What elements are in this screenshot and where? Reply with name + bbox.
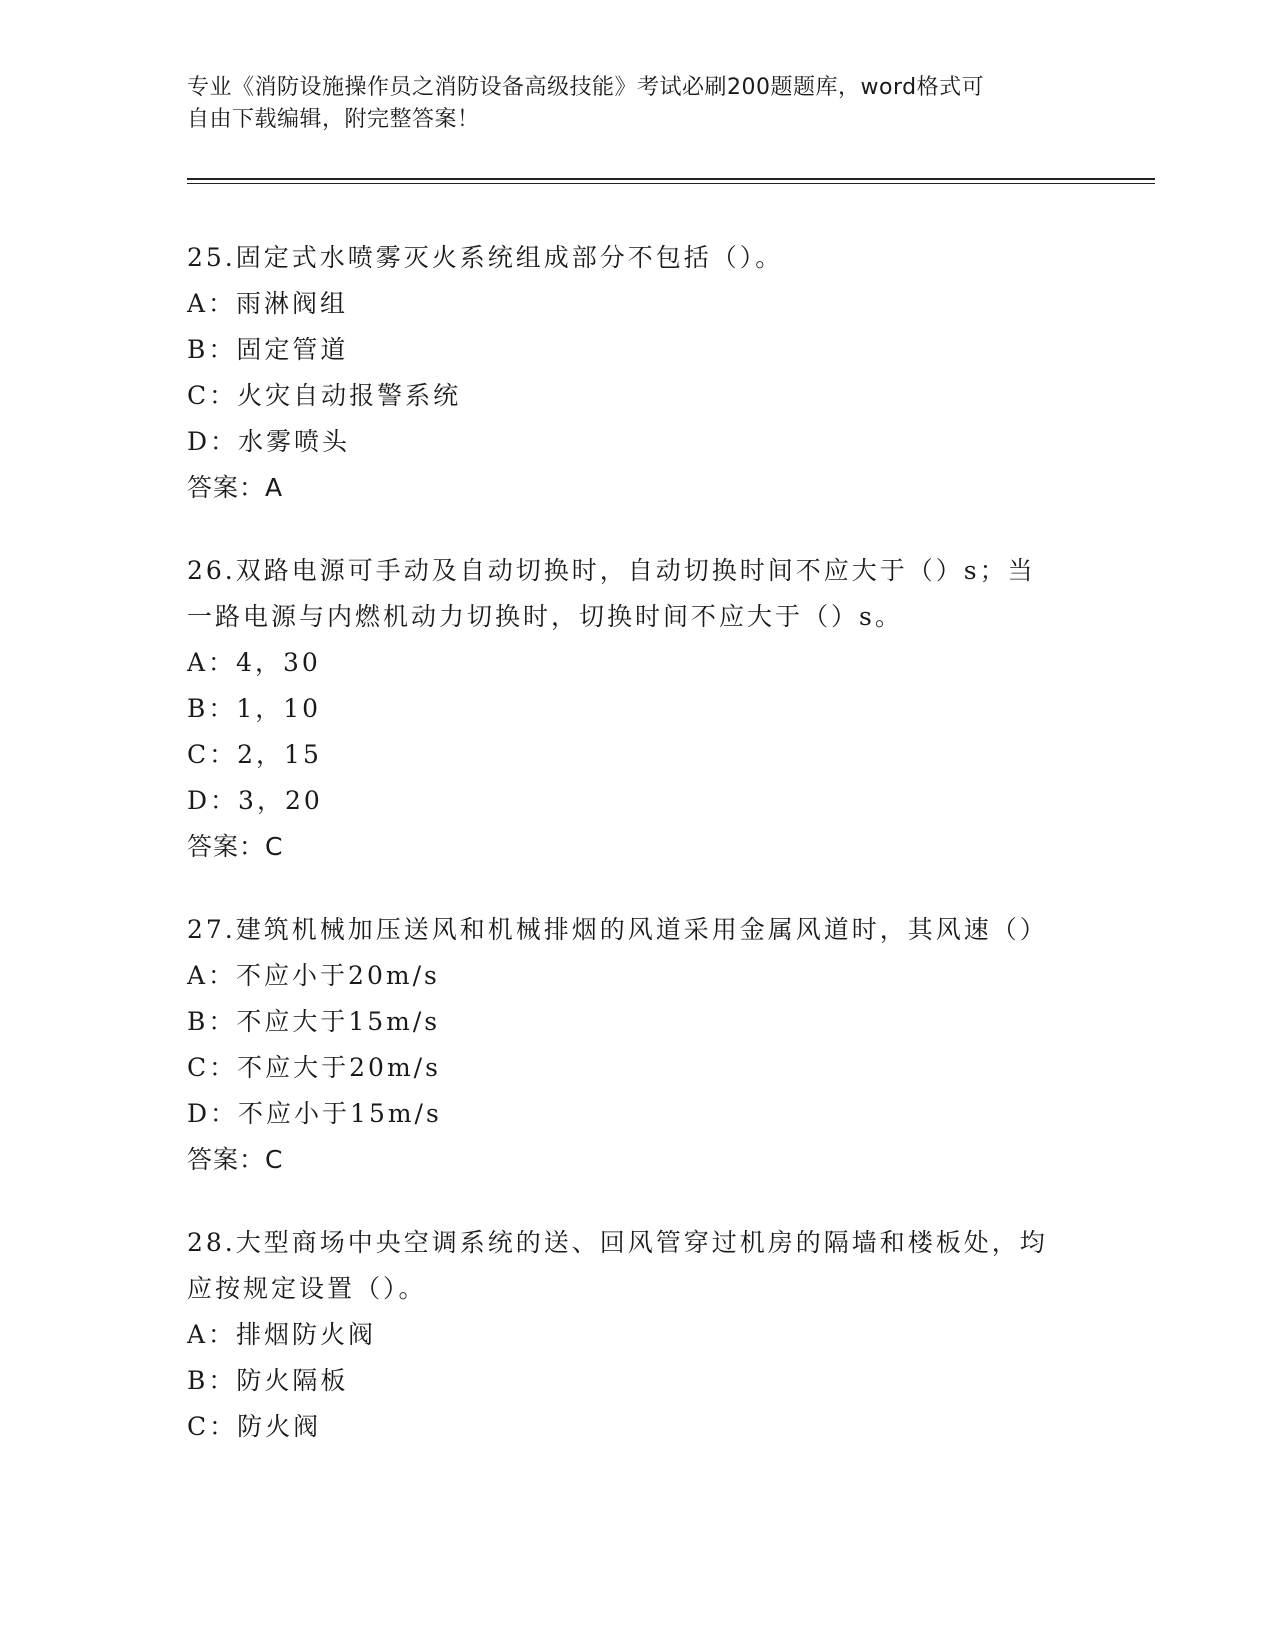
option-b: B：1，10 (187, 694, 322, 723)
question-stem: 26.双路电源可手动及自动切换时，自动切换时间不应大于（）s；当 (187, 556, 1036, 585)
option-c: C：2，15 (187, 740, 322, 769)
header-divider-top (187, 178, 1155, 180)
option-c: C：火灾自动报警系统 (187, 381, 462, 410)
question-stem: 28.大型商场中央空调系统的送、回风管穿过机房的隔墙和楼板处，均 (187, 1228, 1048, 1257)
question-stem: 25.固定式水喷雾灭火系统组成部分不包括（）。 (187, 243, 784, 272)
option-b: B：防火隔板 (187, 1366, 349, 1395)
option-a: A：4，30 (187, 648, 321, 677)
answer: 答案：C (187, 1145, 284, 1174)
question-26 (187, 548, 1087, 870)
question-stem-continued: 应按规定设置（）。 (187, 1274, 427, 1303)
question-28 (187, 1220, 1087, 1450)
document-header (187, 72, 1087, 136)
option-c: C：防火阀 (187, 1412, 322, 1441)
question-stem: 27.建筑机械加压送风和机械排烟的风道采用金属风道时，其风速（） (187, 915, 1048, 944)
question-list (187, 235, 1087, 1487)
option-a: A：不应小于20m/s (187, 961, 440, 990)
option-d: D：3，20 (187, 786, 323, 815)
header-line-1: 专业《消防设施操作员之消防设备高级技能》考试必刷200题题库，word格式可 (187, 75, 985, 100)
question-25 (187, 235, 1087, 511)
option-c: C：不应大于20m/s (187, 1053, 441, 1082)
option-b: B：不应大于15m/s (187, 1007, 441, 1036)
option-b: B：固定管道 (187, 335, 349, 364)
question-27 (187, 907, 1087, 1183)
header-divider-bottom (187, 183, 1155, 184)
option-d: D：水雾喷头 (187, 427, 351, 456)
option-a: A：雨淋阀组 (187, 289, 349, 318)
header-line-2: 自由下载编辑，附完整答案！ (187, 107, 480, 132)
question-stem-continued: 一路电源与内燃机动力切换时，切换时间不应大于（）s。 (187, 602, 903, 631)
option-a: A：排烟防火阀 (187, 1320, 377, 1349)
option-d: D：不应小于15m/s (187, 1099, 442, 1128)
answer: 答案：A (187, 473, 284, 502)
answer: 答案：C (187, 832, 284, 861)
